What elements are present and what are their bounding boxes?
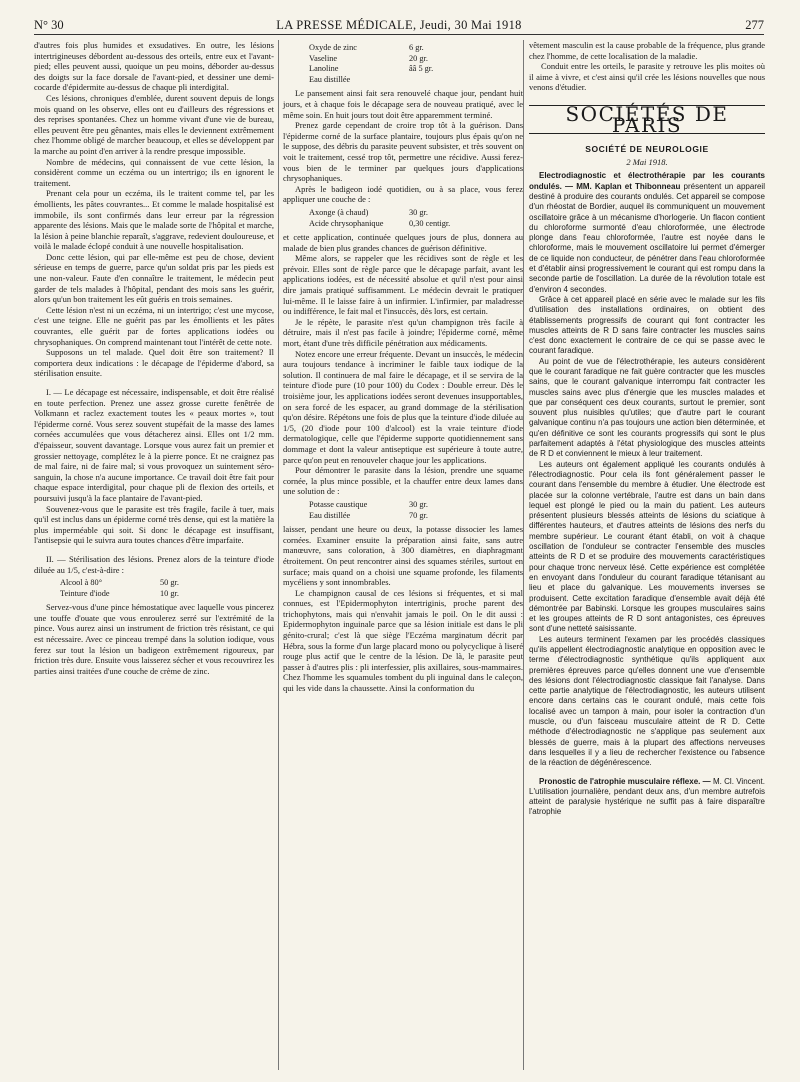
dose: 20 gr. — [409, 53, 428, 63]
formula-zinc — [309, 43, 523, 85]
dose: 10 gr. — [160, 588, 179, 598]
dose: ââ 5 gr. — [409, 64, 434, 74]
paragraph: I. — Le décapage est nécessaire, indispensable, et doit être réalisé en toute perfection. Prenez une assez grosse curette fenêtrée de Volkmann et raclez exactement toutes les « peaux mortes », tout l'épiderme corné. Vous serez souvent stupéfait de la masse des lames cornées accumulées que vous détacherez ainsi. Elles ont 1/2 mm. d'épaisseur, souvent davantage. Lorsque vous aurez fait un premier et grossier nettoyage, complétez le à la pierre ponce. Et ne craignez pas de mal faire, ni de faire mal; si vous provoquez un suintement séro-sanguin, la chose n'a aucune importance. Ce travail doit être fait pour chaque espace interdigital, pour chaque pli de flexion des orteils, et poursuivi jusqu'à la face plantaire de l'avant-pied. — [34, 387, 274, 503]
section-banner — [529, 101, 765, 137]
paragraph: Supposons un tel malade. Quel doit être son traitement? Il comportera deux indications : le décapage de l'épiderme d'abord, sa stérilisation ensuite. — [34, 347, 274, 379]
column-2 — [283, 40, 523, 694]
paragraph: II. — Stérilisation des lésions. Prenez alors de la teinture d'iode diluée au 1/5, c'est-à-dire : — [34, 553, 274, 575]
journal-date: , Jeudi, 30 Mai 1918 — [412, 18, 522, 32]
paragraph: Les auteurs terminent l'examen par les procédés classiques qu'ils appellent électrodiagnostic analytique en opposition avec le terme d'électrodiagnostic synthétique qu'ils appliquent aux premières épreuves parce qu'elles donnent une vue d'ensemble des lésions dont l'électrodiagnostic classique fait l'analyse. Dans cette partie analytique de l'électrodiagnostic, les auteurs utilisent encore dans certains cas le courant ondulé, mais cette fois localisé avec un tampon à main, pour isoler la contraction d'un muscle, ou d'un faisceau musculaire atteint de R D. Cette méthode d'électrodiagnostic ne s'applique pas seulement aux blessés de guerre, mais à la plupart des affections nerveuses dans lesquelles il y a lieu de rechercher l'existence ou l'absence de la réaction de dégénérescence. — [529, 634, 765, 768]
banner-title: SOCIÉTÉS DE PARIS — [529, 105, 765, 134]
paragraph: Le pansement ainsi fait sera renouvelé chaque jour, pendant huit jours, et à chaque fois le décapage sera de nouveau pratiqué, avec le même soin. En huit jours tout doit être apparemment terminé. — [283, 88, 523, 120]
paragraph: et cette application, continuée quelques jours de plus, donnera au malade de bien plus grandes chances de guérison définitive. — [283, 232, 523, 253]
ingredient: Oxyde de zinc — [309, 43, 357, 52]
ingredient: Eau distillée — [309, 74, 351, 84]
journal-title — [34, 18, 764, 33]
paragraph: Cette lésion n'est ni un eczéma, ni un intertrigo; c'est une mycose, c'est une teigne. Elle ne guérit pas par les émollients et les pâtes couvrantes, elle guérit par de fortes applications iodées ou chrysophaniques. On comprend maintenant tout l'intérêt de cette note. — [34, 304, 274, 347]
paragraph: Le champignon causal de ces lésions si fréquentes, et si mal connues, est l'Epidermophyton intertriginis, proche parent des trichophytons, mais qui n'envahit jamais le poil. On le dit aussi : Epidermophyton inguinale parce que sa lésion initiale est dans le pli génito-crural; c'est là que siège l'Eczéma marginatum décrit par Hébra, sous la forme d'un large placard mono ou polycyclique à liseré rouge plus actif que le centre de la lésion. De là, le parasite peut passer à d'autres plis : pli interfessier, plis axillaires, sous-mammaires. Chez l'homme les squamules tombent du pli inguinal dans le caleçon, qui les vide dans la chaussette. Ainsi la conformation du — [283, 587, 523, 694]
dose: 50 gr. — [160, 578, 179, 588]
paragraph: Ces lésions, chroniques d'emblée, durent souvent depuis de longs mois quand on les observe, elles ont eu d'ailleurs des régressions et des reprises spontanées. Chez un homme vivant d'une vie de bureau, elles peuvent être peu gênantes, mais elles le deviennent extrêmement chez l'homme obligé de marcher beaucoup, et elles se développent par la marche au point d'en arriver à la rendre presque impossible. — [34, 92, 274, 156]
article-text: M. Cl. Vincent. L'utilisation journalière, pendant deux ans, d'un membre autrefois atteint de paralysie hystérique ne suffit pas à faire disparaître l'atrophie — [529, 776, 765, 817]
paragraph: Conduit entre les orteils, le parasite y retrouve les plis moites où il aime à vivre, et c'est ainsi qu'il crée les lésions nouvelles que nous venons d'étudier. — [529, 61, 765, 93]
dose: 0,30 centigr. — [409, 218, 451, 228]
ingredient: Vaseline — [309, 53, 338, 63]
dose: 30 gr. — [409, 499, 428, 509]
ingredient: Teinture d'iode — [60, 588, 110, 598]
ingredient: Alcool à 80° — [60, 578, 103, 588]
article-heading: Electrodiagnostic et électrothérapie par les courants ondulés. — MM. Kaplan et Thibonneau — [529, 171, 765, 191]
article-text: présentent un appareil destiné à produire des courants ondulés. Cet appareil se compose d'un rhéostat de Bordier, auquel ils communiquent un mouvement oscillatoire grâce à un mécanisme d'horlogerie. Un flacon contient du chloroforme surmonté d'eau chloroformée, une électrode plonge dans l'eau chloroformée, l'autre est noyée dans le chloroforme, mais le mouvement oscillatoire lui permet d'émerger de ce liquide non conducteur, de pénétrer dans l'eau chloroformée et d'établir ainsi progressivement le courant qui est rompu dans la seconde partie de l'oscillation. La durée de la révolution totale est d'environ 4 secondes. — [529, 181, 765, 294]
paragraph: Souvenez-vous que le parasite est très fragile, facile à tuer, mais qu'il est inclus dans un épiderme corné très dense, qui est la matière la plus imperméable qui soit. Si donc le décapage est insuffisant, l'antisepsie qui le suivra aura toutes chances d'être imparfaite. — [34, 503, 274, 546]
paragraph: Après le badigeon iodé quotidien, ou à sa place, vous ferez appliquer une couche de : — [283, 183, 523, 205]
dose: 70 gr. — [409, 510, 428, 520]
column-3 — [529, 40, 765, 818]
dose: 30 gr. — [409, 207, 428, 217]
article-electrodiagnostic — [529, 171, 765, 817]
article-heading: Pronostic de l'atrophie musculaire réflexe. — — [539, 776, 711, 786]
journal-name: LA PRESSE MÉDICALE — [276, 18, 413, 32]
page-number: 277 — [745, 18, 764, 32]
paragraph: Les auteurs ont également appliqué les courants ondulés à l'électrodiagnostic. Pour cela ils font généralement passer le courant dans l'ensemble du membre à étudier. Une électrode est placée sur la colonne vertébrale, l'autre est dans un bain dans lequel est plongé le pied ou la main du patient. Les auteurs présentent plusieurs blessés atteints de lésions du sciatique à différentes hauteurs, et d'autres atteints de lésions des nerfs du membre supérieur. Le courant étant établi, on voit à chaque oscillation de l'onduleur se contracter l'ensemble des muscles atteints de R D et se produire des mouvements caractéristiques pour chaque tronc nerveux lésé. Cette expérience est complétée en envoyant dans l'onduleur du courant faradique tétanisant au lieu et place du galvanique. Les mouvements inverses se produisent. Cette excitation faradique d'ensemble avait déjà été démontrée par Babinski. Lorsque les groupes musculaires sains et les groupes atteints de R D sont antagonistes, ces épreuves sont d'une netteté saisissante. — [529, 459, 765, 634]
ingredient: Axonge (à chaud) — [309, 207, 369, 217]
column-1 — [34, 40, 274, 676]
issue-number: N° 30 — [34, 18, 64, 32]
column-divider — [278, 40, 279, 1070]
ingredient: Acide chrysophanique — [309, 218, 384, 228]
paragraph: Prenez garde cependant de croire trop tôt à la guérison. Dans l'épiderme corné de la surface plantaire, toujours plus épais qu'on ne le suppose, des débris du parasite peuvent subsister, et très souvent on voit le traitement, cessé trop tôt, permettre une récidive. Aussi ferez-vous bien de le terminer par quelques jours d'applications chrysophaniques. — [283, 120, 523, 184]
paragraph: Grâce à cet appareil placé en série avec le malade sur les fils d'utilisation des installations ordinaires, on obtient des établissements progressifs de courant qui font contracter les muscles atteints de R D sans faire contracter les muscles sains c'est donc exactement le contraire de ce qui se passe avec le courant faradique. — [529, 294, 765, 356]
society-title: SOCIÉTÉ DE NEUROLOGIE — [585, 144, 709, 155]
formula-iode — [60, 578, 274, 599]
ingredient: Potasse caustique — [309, 499, 368, 509]
paragraph: Nombre de médecins, qui connaissent de vue cette lésion, la considèrent comme un eczéma ou un intertrigo; ils en ignorent le traitement. — [34, 156, 274, 188]
formula-potasse — [309, 500, 523, 521]
paragraph: Servez-vous d'une pince hémostatique avec laquelle vous pincerez une touffe d'ouate que vous enroulerez serré sur l'extrémité de la pince. Vous aurez ainsi un instrument de friction très résistant, ce qui est nécessaire. Avec ce pinceau trempé dans la solution iodique, vous ferez sur tout la lésion un badigeon extrêmement rigoureux, par friction très dure. Ensuite vous laisserez sécher et vous recouvrirez les parties ainsi traitées d'une couche de crème de zinc. — [34, 602, 274, 676]
dose: 6 gr. — [409, 43, 424, 52]
meeting-date: 2 Mai 1918. — [626, 156, 668, 167]
paragraph: Je le répète, le parasite n'est qu'un champignon très facile à détruire, mais il n'est pas facile à joindre; l'épiderme corné, même mort, étant d'une très difficile pénétration aux médicaments. — [283, 316, 523, 349]
paragraph: Au point de vue de l'électrothérapie, les auteurs considèrent que le courant faradique ne fait guère contracter que les muscles sains, que le courant galvanique interrompu fait contracter les muscles sains avec plus d'énergie que les muscles malades et que par conséquent ces deux courants, surtout le premier, sont souvent plus nuisibles qu'utiles; que d'autre part le courant galvanique continu n'a pas toujours une action bien déterminée, et qu'en définitive ce sont les courants progressifs qui sont le plus parfaitement adaptés à l'état physiologique des muscles atteints de R D et conviennent le mieux à leur traitement. — [529, 356, 765, 459]
column-divider — [523, 40, 524, 1070]
header-rule — [34, 34, 764, 35]
formula-chrysophanique — [309, 208, 523, 229]
ingredient: Eau distillée — [309, 510, 351, 520]
paragraph: Notez encore une erreur fréquente. Devant un insuccès, le médecin aura toujours tendance à incriminer le faible taux iodique de la solution. Il continuera de mal faire le décapage, et il se servira de la teinture d'iode pure (10 pour 100) du Codex : Double erreur. Dès le troisième jour, les applications iodées seront devenues insupportables, on sera forcé de les espacer, au grand dommage de la stérilisation qu'on désire. Répétons une fois de plus que la teinture d'iode diluée au 1/5, (20 d'iode pour 100 d'alcool) est la vraie teinture d'iode dermatologique, celle que l'épiderme supporte quotidiennement sans dommage et dont la valeur antiseptique est supérieure à toute autre, parce qu'on peut en renouveler chaque jour les applications. — [283, 348, 523, 465]
paragraph: Prenant cela pour un eczéma, ils le traitent comme tel, par les émollients, les pâtes couvrantes... Et comme le malade hospitalisé est immobile, ils sont confirmés dans leur erreur par la régression apparente des lésions. Mais que le malade sorte de l'hôpital et marche, la lésion à peine blanchie reparaît, s'aggrave, redevient douloureuse, et voilà le malade éclopé conduit à une nouvelle hospitalisation. — [34, 188, 274, 252]
paragraph: Donc cette lésion, qui par elle-même est peu de chose, devient sérieuse en temps de guerre, parce qu'un soldat pris par les pieds est une non-valeur. Faute d'en connaître le traitement, le médecin peut garder de tels malades à l'hôpital, pendant des mois sans les guérir, alors qu'un bon traitement les eût guéris en trois semaines. — [34, 251, 274, 305]
ingredient: Lanoline — [309, 64, 339, 74]
paragraph: laisser, pendant une heure ou deux, la potasse dissocier les lames cornées. Examiner ensuite la préparation ainsi faite, sans autre manœuvre, sans coloration, à 300 diamètres, en diaphragmant étroitement. On peut rencontrer ainsi des squames stériles, surtout en surface; mais quand on a choisi une squame profonde, les filaments mycéliens y sont innombrables. — [283, 524, 523, 588]
paragraph: vêtement masculin est la cause probable de la fréquence, plus grande chez l'homme, de cette localisation de la maladie. — [529, 40, 765, 61]
paragraph: d'autres fois plus humides et exsudatives. En outre, les lésions intertrigineuses débordent au-dessous des orteils, entre eux et l'avant-pied; elles peuvent aussi, quoique un peu moins, déborder au-dessus des doigts sur la face dorsale de l'avant-pied, et dessiner une demi-cocarde d'épidermite au-dessus de chaque pli interdigital. — [34, 40, 274, 93]
paragraph: Pour démontrer le parasite dans la lésion, prendre une squame cornée, la plus mince possible, et la chauffer entre deux lames dans une solution de : — [283, 465, 523, 497]
paragraph: Même alors, se rappeler que les récidives sont de règle et les prévoir. Elles sont de règle parce que le décapage parfait, avant les applications iodées, est de nécessité absolue et qu'il n'est pour ainsi dire jamais pratiqué suffisamment. Le médecin devrait le pratiquer lui-même. Il le laisse faire à un infirmier. L'infirmier, par maladresse ou indifférence, le fait mal et l'insuccès, dès lors, est certain. — [283, 253, 523, 317]
